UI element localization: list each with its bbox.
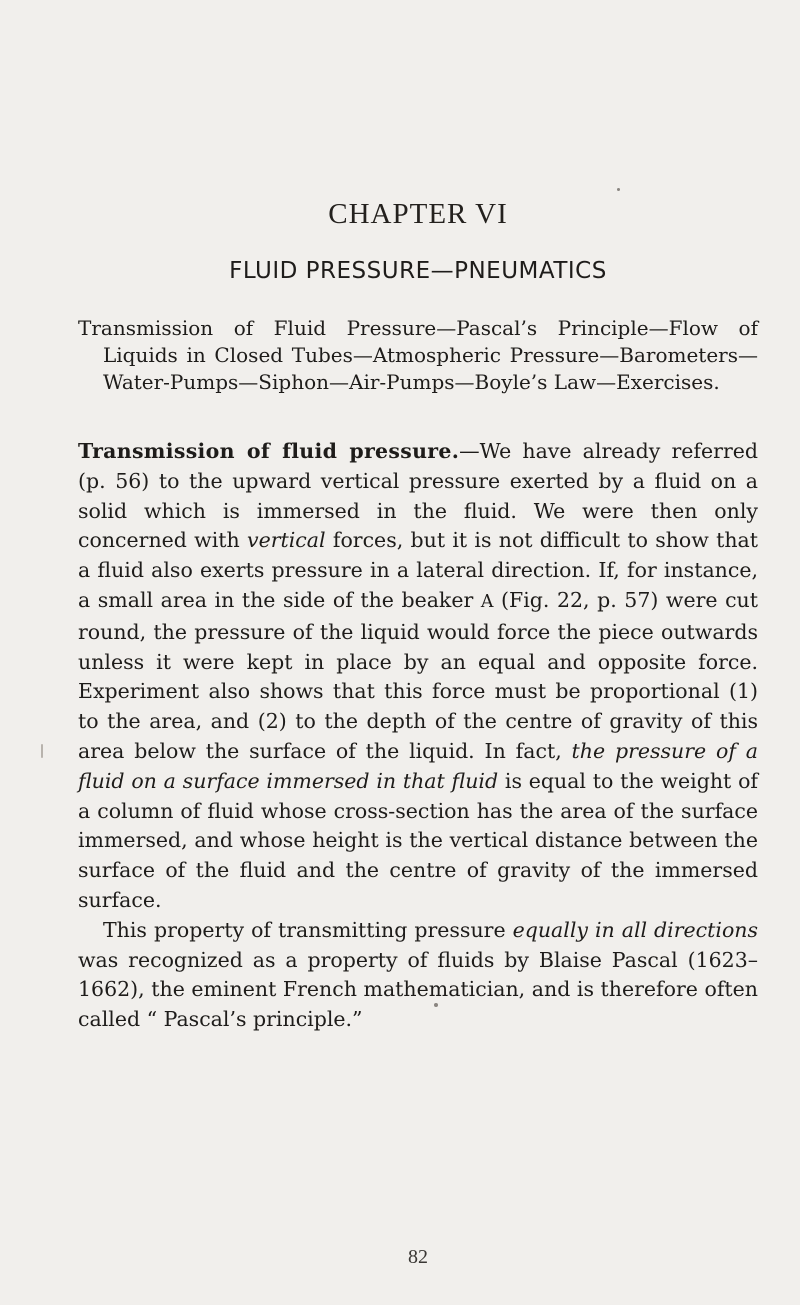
paragraph-text: (Fig. 22, p. 57) were cut round, the pressure of the liquid would force the piece outwards unless it were kept in place by an equal and opposite force. Experiment also shows that this force must be proportional (1) to the area, and (2) to the depth of the centre of gravity of this area below the surface of the liquid. In fact,: [78, 587, 758, 763]
emphasis-text: equally in all directions: [512, 917, 759, 942]
paper-speck: [434, 1003, 438, 1007]
paragraph-pascal: [78, 916, 758, 1035]
paragraph-text: —We have already referred (p. 56) to the upward vertical pressure exerted by a fluid on a solid which is immersed in the fluid. We were then only concerned with: [78, 439, 758, 553]
paragraph-text: is equal to the weight of a column of fluid whose cross-section has the area of the surface immersed, and whose height is the vertical distance between the surface of the fluid and the centre of gravity of the immersed surface.: [78, 768, 758, 912]
paragraph-text: forces, but it is not difficult to show that a fluid also exerts pressure in a lateral direction. If, for instance, a small area in the side of the beaker: [78, 528, 758, 612]
paragraph-text: was recognized as a property of fluids by Blaise Pascal (1623–1662), the eminent French mathematician, and is therefore often called “ Pascal’s principle.”: [78, 947, 758, 1032]
paper-speck: [617, 188, 620, 191]
paper-speck: [41, 744, 43, 758]
emphasis-text: the pressure of a fluid on a surface immersed in that fluid: [78, 738, 758, 793]
book-page: [78, 0, 758, 1305]
emphasis-text: vertical: [247, 528, 326, 553]
page-number: 82: [408, 1246, 428, 1268]
section-heading: Transmission of fluid pressure.: [78, 439, 460, 463]
chapter-label: CHAPTER VI: [328, 198, 508, 230]
chapter-summary: Transmission of Fluid Pressure—Pascal’s Principle—Flow of Liquids in Closed Tubes—Atmospheric Pressure—Barometers—Water-Pumps—Siphon—Air-Pumps—Boyle’s Law—Exercises.: [78, 316, 758, 394]
chapter-title: FLUID PRESSURE—PNEUMATICS: [229, 258, 607, 284]
paragraph-transmission: [78, 437, 758, 916]
figure-label: A: [480, 591, 494, 612]
chapter-body: [78, 437, 758, 1035]
paragraph-text: This property of transmitting pressure: [103, 917, 513, 942]
